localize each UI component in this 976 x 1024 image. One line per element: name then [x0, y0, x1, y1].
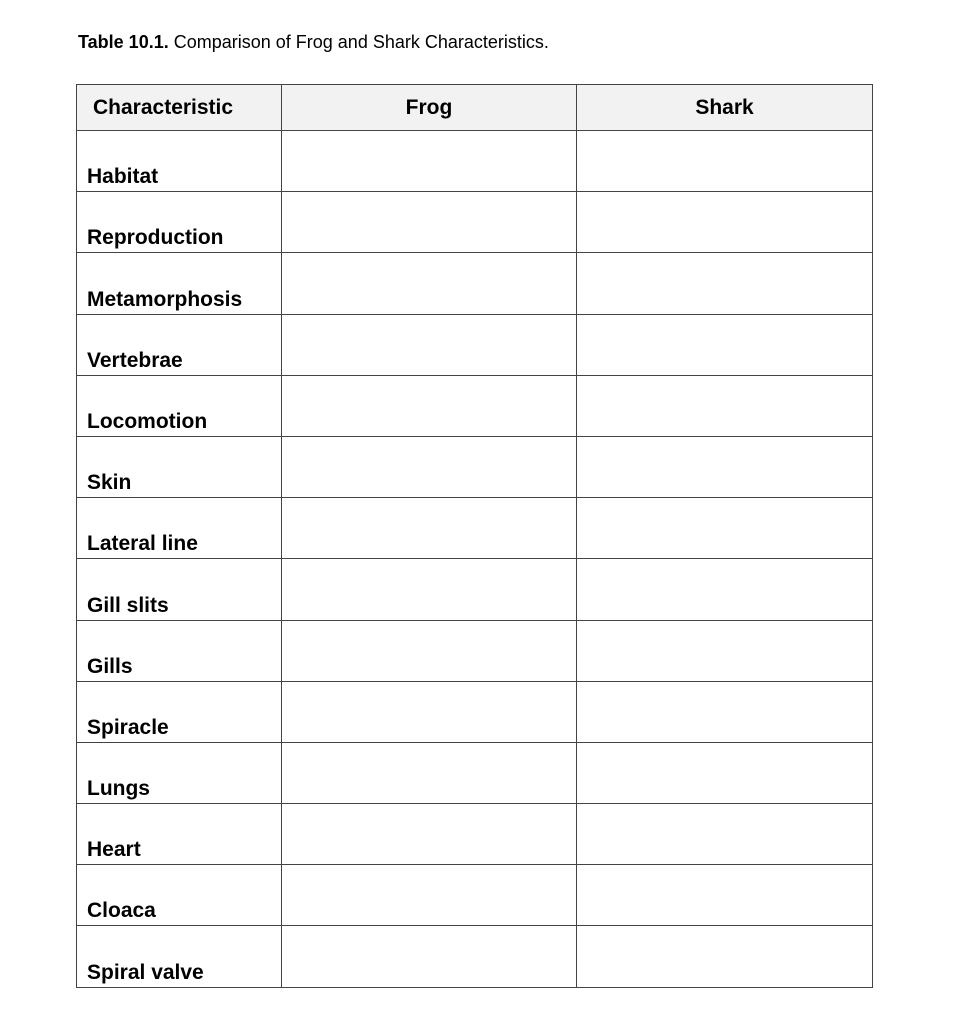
shark-cell — [577, 375, 873, 436]
comparison-table — [76, 84, 873, 988]
frog-cell — [282, 192, 577, 253]
row-label: Habitat — [77, 131, 282, 192]
shark-cell — [577, 314, 873, 375]
header-characteristic: Characteristic — [77, 85, 282, 131]
row-label: Heart — [77, 804, 282, 865]
frog-cell — [282, 498, 577, 559]
shark-cell — [577, 926, 873, 987]
shark-cell — [577, 804, 873, 865]
shark-cell — [577, 192, 873, 253]
row-label: Lungs — [77, 742, 282, 803]
row-label: Gill slits — [77, 559, 282, 620]
table-row — [77, 131, 873, 192]
frog-cell — [282, 681, 577, 742]
table-row — [77, 742, 873, 803]
row-label: Gills — [77, 620, 282, 681]
shark-cell — [577, 559, 873, 620]
frog-cell — [282, 436, 577, 497]
table-row — [77, 559, 873, 620]
caption-text: Comparison of Frog and Shark Characteristics. — [173, 32, 549, 52]
table-row — [77, 314, 873, 375]
table-row — [77, 681, 873, 742]
shark-cell — [577, 742, 873, 803]
row-label: Metamorphosis — [77, 253, 282, 314]
row-label: Spiracle — [77, 681, 282, 742]
frog-cell — [282, 620, 577, 681]
shark-cell — [577, 131, 873, 192]
header-frog: Frog — [282, 85, 577, 131]
table-row — [77, 498, 873, 559]
table-row — [77, 253, 873, 314]
row-label: Reproduction — [77, 192, 282, 253]
table-row — [77, 620, 873, 681]
frog-cell — [282, 865, 577, 926]
frog-cell — [282, 559, 577, 620]
row-label: Locomotion — [77, 375, 282, 436]
frog-cell — [282, 804, 577, 865]
shark-cell — [577, 620, 873, 681]
row-label: Skin — [77, 436, 282, 497]
frog-cell — [282, 253, 577, 314]
shark-cell — [577, 436, 873, 497]
shark-cell — [577, 865, 873, 926]
shark-cell — [577, 681, 873, 742]
row-label: Vertebrae — [77, 314, 282, 375]
caption-label: Table 10.1. — [78, 32, 169, 52]
row-label: Lateral line — [77, 498, 282, 559]
table-header — [77, 85, 873, 131]
table-row — [77, 436, 873, 497]
row-label: Spiral valve — [77, 926, 282, 987]
table-row — [77, 865, 873, 926]
frog-cell — [282, 926, 577, 987]
shark-cell — [577, 253, 873, 314]
row-label: Cloaca — [77, 865, 282, 926]
table-caption — [78, 31, 549, 53]
table-row — [77, 926, 873, 987]
table-body — [77, 131, 873, 988]
table-row — [77, 192, 873, 253]
shark-cell — [577, 498, 873, 559]
table-row — [77, 804, 873, 865]
header-row — [77, 85, 873, 131]
frog-cell — [282, 742, 577, 803]
frog-cell — [282, 375, 577, 436]
frog-cell — [282, 314, 577, 375]
frog-cell — [282, 131, 577, 192]
header-shark: Shark — [577, 85, 873, 131]
table-row — [77, 375, 873, 436]
